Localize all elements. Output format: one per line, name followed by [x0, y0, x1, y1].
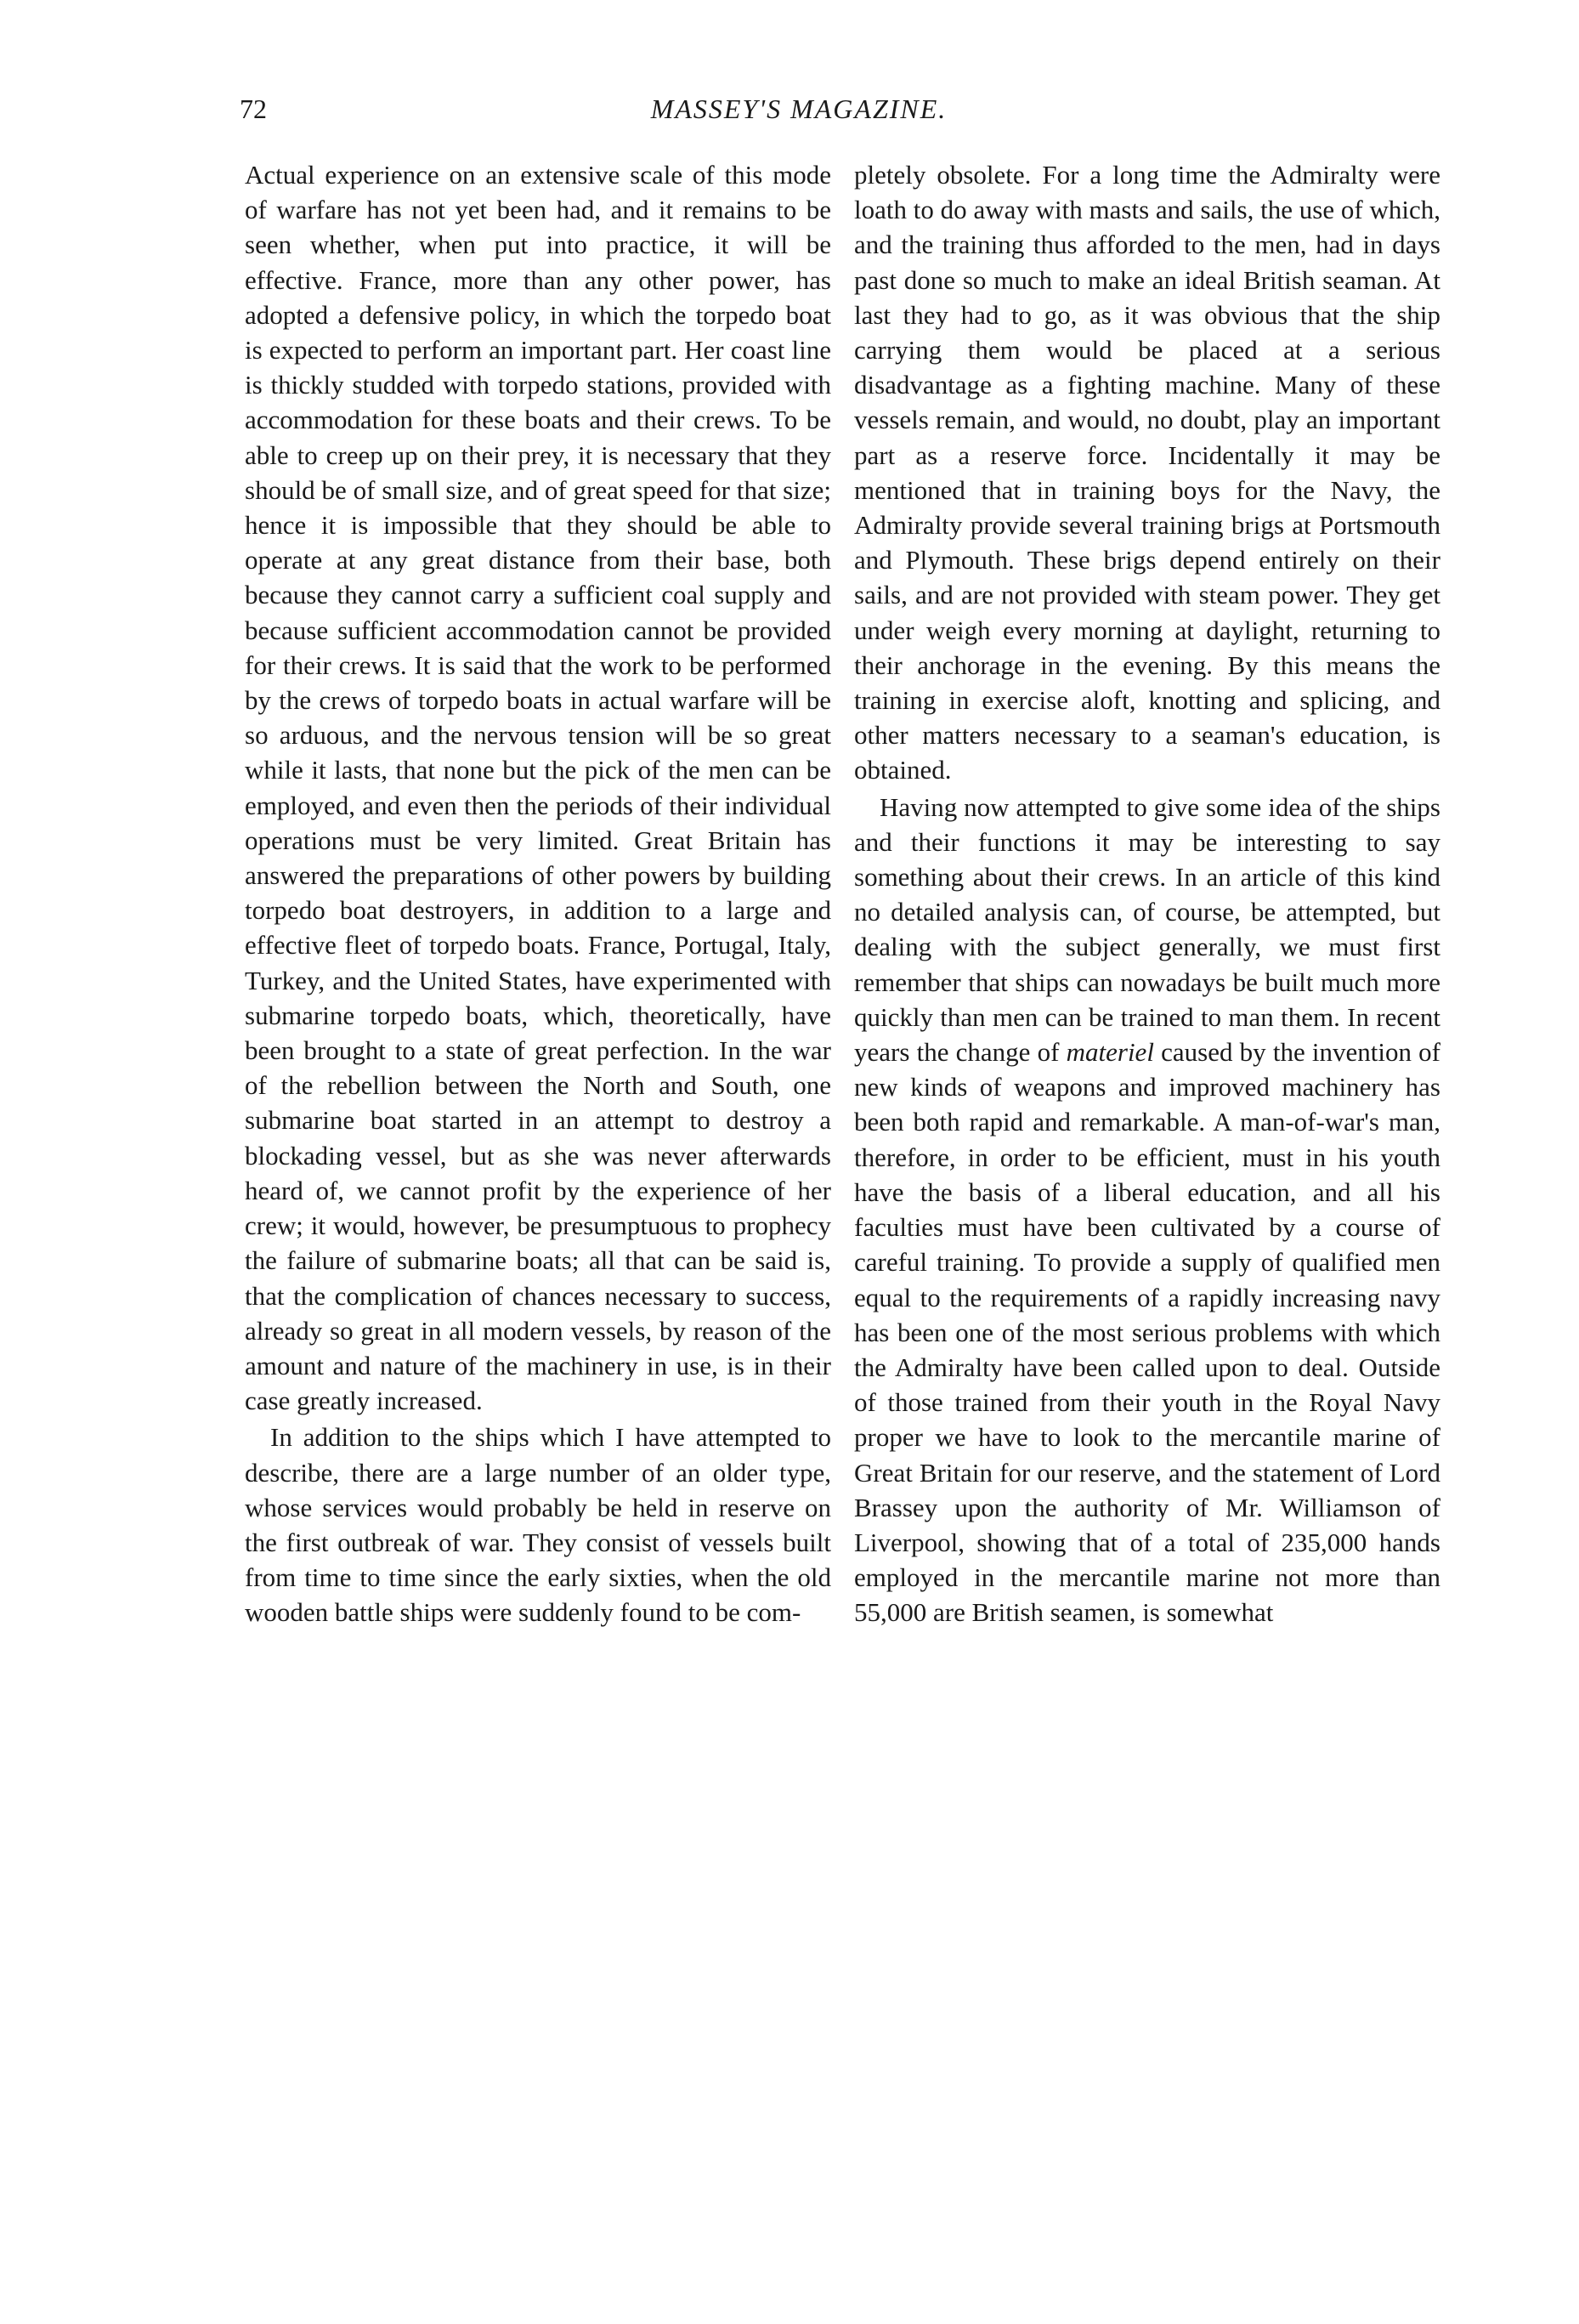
left-paragraph-2: In addition to the ships which I have attempted to describe, there are a large number of an older type, whose services would probably be held in reserve on the first outbreak of war. They consist of vessels built from time to time since the early sixties, when the old wooden battle ships were suddenly found to be com-: [245, 1422, 831, 1628]
right-paragraph-2-part-2: caused by the invention of new kinds of weapons and improved machinery has been both rapid and remarkable. A man-of-war's man, therefore, in order to be efficient, must in his youth have the basis of a liberal education, and all his faculties must have been cultivated by a course of careful training. To provide a supply of qualified men equal to the requirements of a rapidly increasing navy has been one of the most serious problems with which the Admiralty have been called upon to deal. Outside of those trained from their youth in the Royal Navy proper we have to look to the mercantile marine of Great Britain for our reserve, and the statement of Lord Brassey upon the authority of Mr. Williamson of Liverpool, showing that of a total of 235,000 hands employed in the mercantile marine not more than 55,000 are British seamen, is somewhat: [854, 1037, 1440, 1628]
running-title: MASSEY'S MAGAZINE.: [650, 94, 948, 124]
right-column: [854, 157, 1440, 1630]
right-paragraph-2-part-1: Having now attempted to give some idea of the ships and their functions it may be interesting to say something about their crews. In an article of this kind no detailed analysis can, of course, be attempted, but dealing with the subject generally, we must first remember that ships can nowadays be built much more quickly than men can be trained to man them. In recent years the change of: [854, 791, 1440, 1068]
left-paragraph-1: Actual experience on an extensive scale of this mode of warfare has not yet been had, and it remains to be seen whether, when put into practice, it will be effective. France, more than any other power, has adopted a defensive policy, in which the torpedo boat is expected to perform an important part. Her coast line is thickly studded with torpedo stations, provided with accommodation for these boats and their crews. To be able to creep up on their prey, it is necessary that they should be of small size, and of great speed for that size; hence it is impossible that they should be able to operate at any great distance from their base, both because they cannot carry a sufficient coal supply and because sufficient accommodation cannot be provided for their crews. It is said that the work to be performed by the crews of torpedo boats in actual warfare will be so arduous, and the nervous tension will be so great while it lasts, that none but the pick of the men can be employed, and even then the periods of their individual operations must be very limited. Great Britain has answered the preparations of other powers by building torpedo boat destroyers, in addition to a large and effective fleet of torpedo boats. France, Portugal, Italy, Turkey, and the United States, have experimented with submarine torpedo boats, which, theoretically, have been brought to a state of great perfection. In the war of the rebellion between the North and South, one submarine boat started in an attempt to destroy a blockading vessel, but as she was never afterwards heard of, we cannot profit by the experience of her crew; it would, however, be presumptuous to prophecy the failure of submarine boats; all that can be said is, that the complication of chances necessary to success, already so great in all modern vessels, by reason of the amount and nature of the machinery in use, is in their case greatly increased.: [245, 160, 831, 1416]
page-number: 72: [240, 94, 267, 124]
right-paragraph-2: [854, 790, 1440, 1630]
materiel-italic-word: materiel: [1066, 1037, 1154, 1068]
left-column: [245, 157, 831, 1630]
right-paragraph-1: pletely obsolete. For a long time the Admiralty were loath to do away with masts and sails, the use of which, and the training thus afforded to the men, had in days past done so much to make an ideal British seaman. At last they had to go, as it was obvious that the ship carrying them would be placed at a serious disadvantage as a fighting machine. Many of these vessels remain, and would, no doubt, play an important part as a reserve force. Incidentally it may be mentioned that in training boys for the Navy, the Admiralty provide several training brigs at Portsmouth and Plymouth. These brigs depend entirely on their sails, and are not provided with steam power. They get under weigh every morning at daylight, returning to their anchorage in the evening. By this means the training in exercise aloft, knotting and splicing, and other matters necessary to a seaman's education, is obtained.: [854, 160, 1440, 785]
